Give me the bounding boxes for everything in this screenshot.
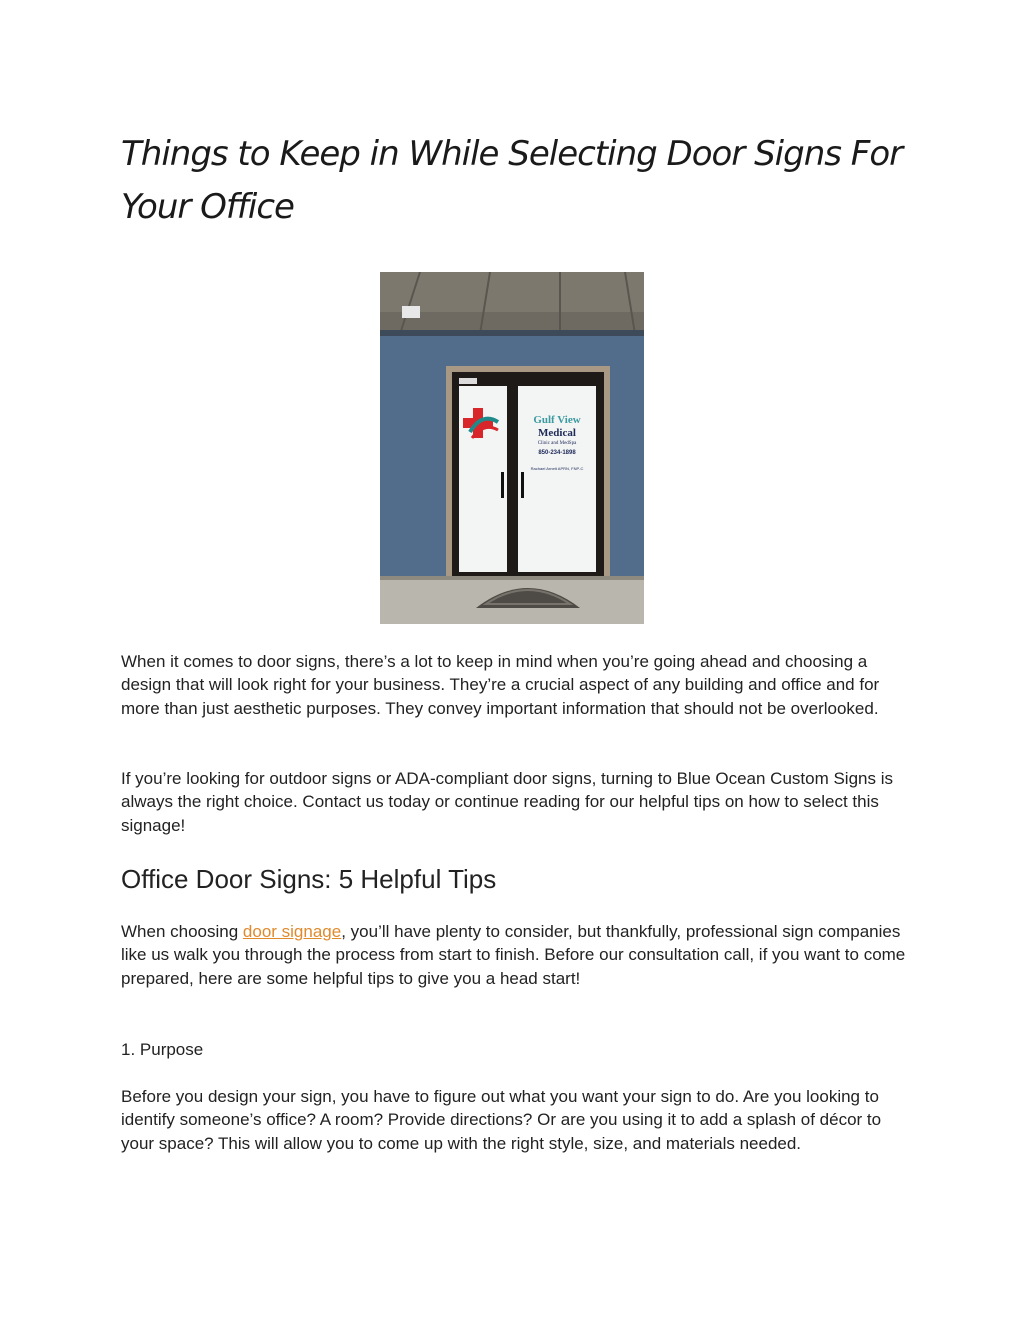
door-sign-line-1: Gulf View — [533, 414, 581, 426]
door-signage-link[interactable]: door signage — [242, 922, 342, 941]
tips-text-before-link: When choosing — [121, 922, 243, 941]
purpose-paragraph: Before you design your sign, you have to figure out what you want your sign to do. Are you looking to identify someone’s office? A room? Provide directions? Or are you using it to add a splash of décor to your space? This will allow you to come up with the right style, size, and materials needed. — [121, 1087, 882, 1153]
second-paragraph: If you’re looking for outdoor signs or ADA-compliant door signs, turning to Blue Ocean Custom Signs is always the right choice. Contact us today or continue reading for our helpful tips on how to select this signage! — [121, 769, 893, 835]
office-door-photo — [380, 272, 644, 624]
purpose-heading: 1. Purpose — [121, 1040, 204, 1059]
door-sign-line-2: Medical — [538, 427, 576, 439]
intro-paragraph: When it comes to door signs, there’s a lot to keep in mind when you’re going ahead and choosing a design that will look right for your business. They’re a crucial aspect of any building and office and for more than just aesthetic purposes. They convey important information that should not be overlooked. — [121, 652, 880, 718]
tips-paragraph — [121, 920, 911, 990]
door-sign-name: Rachael Arnett APRN, FNP-C — [530, 466, 584, 471]
page-title: Things to Keep in While Selecting Door Signs For Your Office — [121, 134, 903, 227]
door-sign-line-3: Clinic and MedSpa — [537, 441, 577, 446]
section-heading: Office Door Signs: 5 Helpful Tips — [121, 864, 497, 894]
door-sign-phone: 850-234-1898 — [538, 450, 576, 456]
tips-text-after-link: , you’ll have plenty to consider, but thankfully, professional sign companies like us walk you through the process from start to finish. Before our consultation call, if you want to come prepared, here are some helpful tips to give you a head start! — [121, 922, 906, 988]
